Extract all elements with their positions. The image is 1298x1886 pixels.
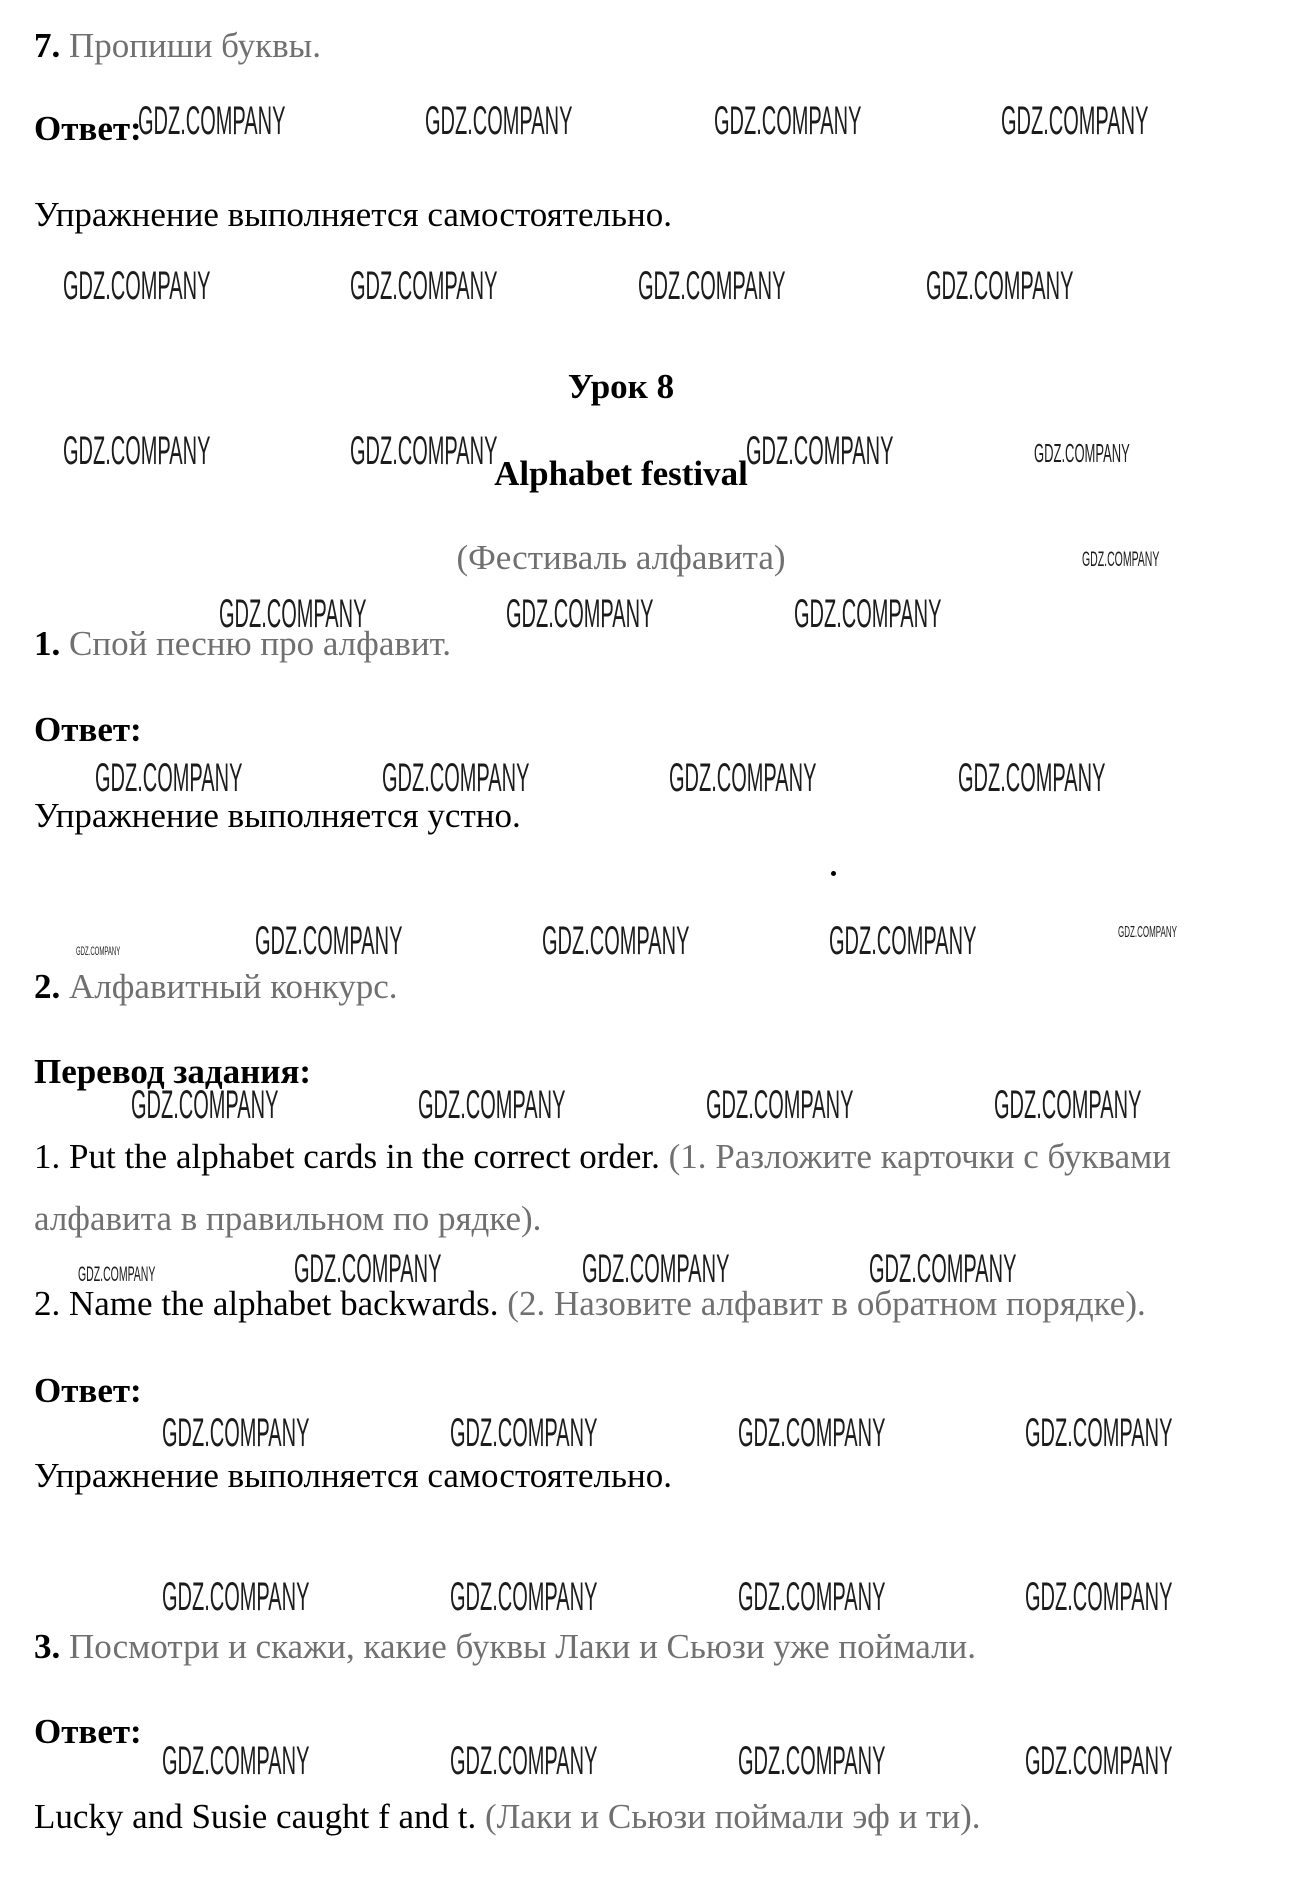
watermark: GDZ.COMPANY bbox=[1001, 99, 1149, 143]
watermark: GDZ.COMPANY bbox=[418, 1083, 566, 1127]
watermark: GDZ.COMPANY bbox=[425, 99, 573, 143]
exercise-number: 1. bbox=[34, 624, 61, 663]
answer-text: Упражнение выполняется устно. bbox=[34, 796, 521, 835]
watermark: GDZ.COMPANY bbox=[450, 1411, 598, 1455]
answer-line bbox=[34, 1796, 980, 1838]
watermark: GDZ.COMPANY bbox=[162, 1411, 310, 1455]
watermark: GDZ.COMPANY bbox=[450, 1575, 598, 1619]
watermark: GDZ.COMPANY bbox=[76, 944, 121, 958]
watermark: GDZ.COMPANY bbox=[958, 756, 1106, 800]
task-russian-continued: алфавита в правильном по рядке). bbox=[34, 1199, 542, 1238]
watermark: GDZ.COMPANY bbox=[78, 1263, 156, 1286]
watermark: GDZ.COMPANY bbox=[1025, 1411, 1173, 1455]
watermark: GDZ.COMPANY bbox=[669, 756, 817, 800]
dot-mark bbox=[831, 871, 836, 876]
watermark: GDZ.COMPANY bbox=[706, 1083, 854, 1127]
exercise-number: 3. bbox=[34, 1627, 61, 1666]
watermark: GDZ.COMPANY bbox=[63, 429, 211, 473]
watermark: GDZ.COMPANY bbox=[63, 264, 211, 308]
exercise-3-heading bbox=[34, 1626, 976, 1668]
answer-text: Упражнение выполняется самостоятельно. bbox=[34, 195, 672, 234]
watermark: GDZ.COMPANY bbox=[138, 99, 286, 143]
watermark: GDZ.COMPANY bbox=[450, 1739, 598, 1783]
watermark: GDZ.COMPANY bbox=[638, 264, 786, 308]
lesson-translation: (Фестиваль алфавита) bbox=[456, 538, 786, 577]
answer-label: Ответ: bbox=[34, 109, 142, 148]
translation-label: Перевод задания: bbox=[34, 1052, 312, 1091]
lesson-name: Alphabet festival bbox=[494, 454, 748, 493]
watermark: GDZ.COMPANY bbox=[219, 592, 367, 636]
watermark: GDZ.COMPANY bbox=[350, 264, 498, 308]
exercise-title: Посмотри и скажи, какие буквы Лаки и Сьюзи уже поймали. bbox=[69, 1627, 977, 1666]
watermark: GDZ.COMPANY bbox=[1025, 1575, 1173, 1619]
task-russian: (2. Назовите алфавит в обратном порядке). bbox=[507, 1284, 1146, 1323]
exercise-number: 2. bbox=[34, 967, 61, 1006]
answer-label: Ответ: bbox=[34, 1712, 142, 1751]
watermark: GDZ.COMPANY bbox=[506, 592, 654, 636]
watermark: GDZ.COMPANY bbox=[1034, 438, 1130, 468]
watermark: GDZ.COMPANY bbox=[162, 1739, 310, 1783]
watermark: GDZ.COMPANY bbox=[994, 1083, 1142, 1127]
watermark: GDZ.COMPANY bbox=[738, 1739, 886, 1783]
watermark: GDZ.COMPANY bbox=[869, 1247, 1017, 1291]
watermark: GDZ.COMPANY bbox=[382, 756, 530, 800]
task-russian: (1. Разложите карточки с буквами bbox=[668, 1137, 1172, 1176]
exercise-number: 7. bbox=[34, 26, 61, 65]
watermark: GDZ.COMPANY bbox=[829, 919, 977, 963]
watermark: GDZ.COMPANY bbox=[926, 264, 1074, 308]
watermark: GDZ.COMPANY bbox=[131, 1083, 279, 1127]
answer-russian: (Лаки и Сьюзи поймали эф и ти). bbox=[485, 1797, 981, 1836]
watermark: GDZ.COMPANY bbox=[1025, 1739, 1173, 1783]
watermark: GDZ.COMPANY bbox=[746, 429, 894, 473]
answer-label: Ответ: bbox=[34, 1371, 142, 1410]
watermark: GDZ.COMPANY bbox=[714, 99, 862, 143]
watermark: GDZ.COMPANY bbox=[738, 1411, 886, 1455]
watermark: GDZ.COMPANY bbox=[794, 592, 942, 636]
exercise-title: Спой песню про алфавит. bbox=[69, 624, 452, 663]
exercise-7-heading bbox=[34, 25, 321, 67]
lesson-title: Урок 8 bbox=[567, 367, 675, 406]
answer-label: Ответ: bbox=[34, 710, 142, 749]
exercise-2-heading bbox=[34, 966, 397, 1008]
watermark: GDZ.COMPANY bbox=[1082, 548, 1160, 571]
watermark: GDZ.COMPANY bbox=[350, 429, 498, 473]
watermark: GDZ.COMPANY bbox=[542, 919, 690, 963]
watermark: GDZ.COMPANY bbox=[294, 1247, 442, 1291]
watermark: GDZ.COMPANY bbox=[95, 756, 243, 800]
task-english: 1. Put the alphabet cards in the correct order. bbox=[34, 1137, 660, 1176]
answer-text: Упражнение выполняется самостоятельно. bbox=[34, 1456, 672, 1495]
task-line bbox=[34, 1136, 1171, 1178]
watermark: GDZ.COMPANY bbox=[1118, 924, 1177, 941]
watermark: GDZ.COMPANY bbox=[738, 1575, 886, 1619]
watermark: GDZ.COMPANY bbox=[255, 919, 403, 963]
watermark: GDZ.COMPANY bbox=[582, 1247, 730, 1291]
exercise-title: Пропиши буквы. bbox=[69, 26, 321, 65]
task-english: 2. Name the alphabet backwards. bbox=[34, 1284, 499, 1323]
answer-english: Lucky and Susie caught f and t. bbox=[34, 1797, 477, 1836]
exercise-title: Алфавитный конкурс. bbox=[69, 967, 398, 1006]
watermark: GDZ.COMPANY bbox=[162, 1575, 310, 1619]
